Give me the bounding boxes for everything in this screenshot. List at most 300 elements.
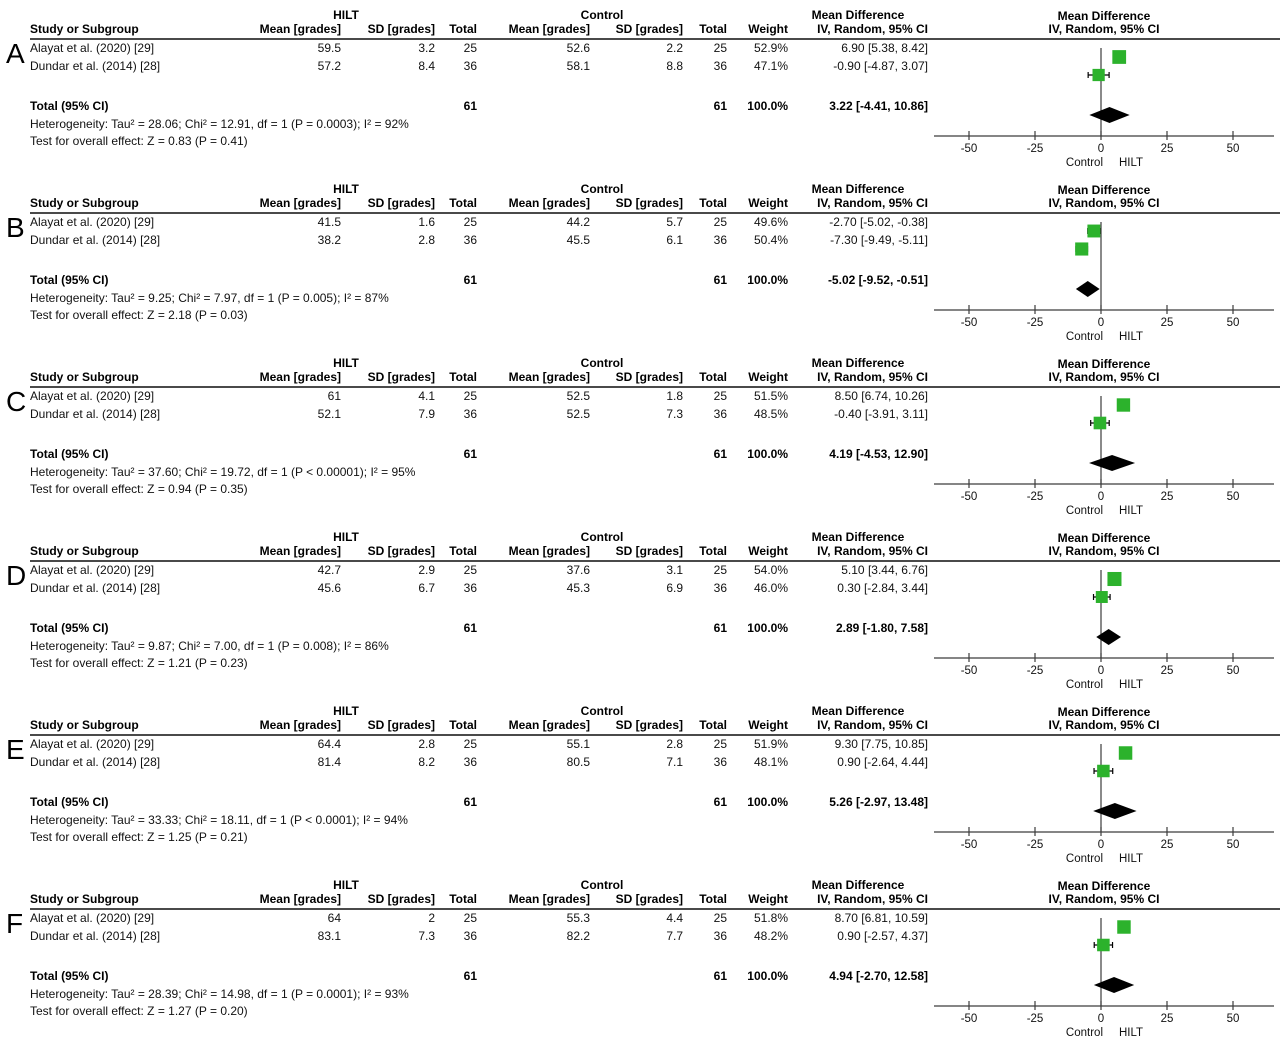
col-header-weight: Weight — [727, 371, 788, 388]
panel-label: B — [6, 212, 25, 243]
col-header-control-total: Total — [683, 893, 727, 910]
group-header-control: Control — [580, 181, 624, 196]
col-header-hilt-mean: Mean [grades] — [215, 893, 341, 910]
study-marker-square — [1117, 398, 1130, 411]
col-header-control-total: Total — [683, 719, 727, 736]
plot-header-title: Mean Difference — [1057, 182, 1151, 197]
hilt-mean: 61 — [327, 389, 341, 404]
weight-value: 47.1% — [753, 59, 788, 74]
study-name: Dundar et al. (2014) [28] — [30, 407, 161, 422]
forest-panel — [0, 350, 1280, 524]
col-header-study: Study or Subgroup — [30, 545, 215, 562]
control-total: 36 — [713, 233, 727, 248]
hilt-sd: 6.7 — [418, 581, 435, 596]
axis-label-hilt: HILT — [1119, 853, 1144, 865]
group-header-control: Control — [580, 703, 624, 718]
x-axis-tick-label: 50 — [1226, 665, 1240, 677]
x-axis-tick-label: -25 — [1026, 839, 1044, 851]
control-mean: 45.5 — [566, 233, 590, 248]
x-axis-tick-label: 25 — [1160, 1013, 1174, 1025]
hilt-mean: 38.2 — [317, 233, 341, 248]
control-total: 36 — [713, 581, 727, 596]
col-header-hilt-sd: SD [grades] — [341, 545, 435, 562]
control-sd: 2.2 — [666, 41, 683, 56]
total-control-n: 61 — [713, 447, 727, 462]
axis-label-hilt: HILT — [1119, 1027, 1144, 1039]
col-header-study: Study or Subgroup — [30, 23, 215, 40]
col-header-control-total: Total — [683, 23, 727, 40]
study-marker-square — [1107, 572, 1121, 586]
group-header-control: Control — [580, 7, 624, 22]
control-sd: 7.3 — [666, 407, 683, 422]
total-weight: 100.0% — [747, 99, 788, 114]
col-header-control-sd: SD [grades] — [590, 23, 683, 40]
overall-effect-line: Test for overall effect: Z = 1.25 (P = 0.21) — [30, 829, 248, 844]
col-header-control-sd: SD [grades] — [590, 197, 683, 214]
total-control-n: 61 — [713, 621, 727, 636]
hilt-mean: 64 — [327, 911, 341, 926]
pooled-estimate-diamond — [1089, 455, 1135, 471]
hilt-total: 25 — [463, 389, 477, 404]
col-header-weight: Weight — [727, 545, 788, 562]
total-label: Total (95% CI) — [30, 795, 109, 810]
control-sd: 6.9 — [666, 581, 683, 596]
total-control-n: 61 — [713, 969, 727, 984]
group-header-control: Control — [580, 355, 624, 370]
md-ci-value: -2.70 [-5.02, -0.38] — [829, 215, 928, 230]
col-header-md-model: IV, Random, 95% CI — [788, 893, 928, 910]
x-axis-tick-label: 50 — [1226, 317, 1240, 329]
group-header-hilt: HILT — [333, 529, 359, 544]
forest-plot-graph — [928, 396, 1280, 522]
heterogeneity-line: Heterogeneity: Tau² = 9.25; Chi² = 7.97, df = 1 (P = 0.005); I² = 87% — [30, 290, 389, 305]
md-ci-value: 6.90 [5.38, 8.42] — [841, 41, 928, 56]
axis-label-control: Control — [1065, 157, 1103, 169]
col-header-hilt-total: Total — [435, 893, 477, 910]
control-mean: 52.6 — [566, 41, 590, 56]
plot-header-title: Mean Difference — [1057, 878, 1151, 893]
md-ci-value: 8.70 [6.81, 10.59] — [834, 911, 928, 926]
plot-header-title: Mean Difference — [1057, 356, 1151, 371]
pooled-estimate-diamond — [1089, 107, 1129, 123]
col-header-hilt-total: Total — [435, 371, 477, 388]
axis-label-control: Control — [1065, 853, 1103, 865]
axis-label-hilt: HILT — [1119, 157, 1144, 169]
col-header-hilt-mean: Mean [grades] — [215, 23, 341, 40]
group-header-mean-difference: Mean Difference — [811, 877, 905, 892]
study-name: Dundar et al. (2014) [28] — [30, 581, 161, 596]
study-marker-square — [1097, 765, 1110, 778]
col-header-md-model: IV, Random, 95% CI — [788, 371, 928, 388]
control-sd: 7.1 — [666, 755, 683, 770]
hilt-mean: 57.2 — [317, 59, 341, 74]
control-total: 25 — [713, 737, 727, 752]
col-header-control-sd: SD [grades] — [590, 719, 683, 736]
plot-header-title: Mean Difference — [1057, 704, 1151, 719]
x-axis-tick-label: -25 — [1026, 665, 1044, 677]
hilt-mean: 64.4 — [317, 737, 341, 752]
study-name: Alayat et al. (2020) [29] — [30, 41, 155, 56]
x-axis-tick-label: 50 — [1226, 491, 1240, 503]
hilt-total: 36 — [463, 581, 477, 596]
col-header-hilt-mean: Mean [grades] — [215, 197, 341, 214]
pooled-estimate-diamond — [1093, 803, 1136, 819]
group-header-control: Control — [580, 529, 624, 544]
control-sd: 6.1 — [666, 233, 683, 248]
overall-effect-line: Test for overall effect: Z = 0.83 (P = 0.41) — [30, 133, 248, 148]
axis-label-control: Control — [1065, 331, 1103, 343]
total-hilt-n: 61 — [463, 969, 477, 984]
x-axis-tick-label: -25 — [1026, 143, 1044, 155]
control-sd: 5.7 — [666, 215, 683, 230]
x-axis-tick-label: 0 — [1097, 839, 1105, 851]
hilt-mean: 41.5 — [317, 215, 341, 230]
total-hilt-n: 61 — [463, 447, 477, 462]
md-ci-value: -0.90 [-4.87, 3.07] — [833, 59, 928, 74]
forest-plot-graph — [928, 744, 1280, 870]
x-axis-tick-label: 25 — [1160, 317, 1174, 329]
hilt-total: 25 — [463, 41, 477, 56]
col-header-md-model: IV, Random, 95% CI — [788, 197, 928, 214]
weight-value: 46.0% — [753, 581, 788, 596]
total-control-n: 61 — [713, 273, 727, 288]
x-axis-tick-label: -50 — [960, 317, 978, 329]
group-header-hilt: HILT — [333, 7, 359, 22]
md-ci-value: 0.30 [-2.84, 3.44] — [837, 581, 928, 596]
forest-plot-graph — [928, 48, 1280, 174]
plot-header-model: IV, Random, 95% CI — [1048, 369, 1160, 384]
col-header-weight: Weight — [727, 893, 788, 910]
group-header-mean-difference: Mean Difference — [811, 529, 905, 544]
hilt-total: 36 — [463, 407, 477, 422]
md-ci-value: 8.50 [6.74, 10.26] — [834, 389, 928, 404]
total-control-n: 61 — [713, 795, 727, 810]
md-ci-value: 0.90 [-2.64, 4.44] — [837, 755, 928, 770]
md-ci-value: -7.30 [-9.49, -5.11] — [830, 233, 928, 248]
col-header-hilt-total: Total — [435, 23, 477, 40]
col-header-hilt-mean: Mean [grades] — [215, 545, 341, 562]
weight-value: 52.9% — [753, 41, 788, 56]
control-total: 25 — [713, 215, 727, 230]
header-rule-plot — [928, 384, 1280, 388]
hilt-mean: 52.1 — [317, 407, 341, 422]
axis-label-control: Control — [1065, 505, 1103, 517]
hilt-mean: 83.1 — [317, 929, 341, 944]
x-axis-tick-label: 50 — [1226, 143, 1240, 155]
total-hilt-n: 61 — [463, 99, 477, 114]
x-axis-tick-label: 0 — [1097, 1013, 1105, 1025]
forest-panel — [0, 698, 1280, 872]
control-total: 25 — [713, 911, 727, 926]
control-mean: 45.3 — [566, 581, 590, 596]
total-md-ci: 4.19 [-4.53, 12.90] — [829, 447, 928, 462]
hilt-total: 36 — [463, 929, 477, 944]
control-sd: 2.8 — [666, 737, 683, 752]
panel-label: A — [6, 38, 25, 69]
axis-label-hilt: HILT — [1119, 331, 1144, 343]
hilt-mean: 81.4 — [317, 755, 341, 770]
control-total: 36 — [713, 755, 727, 770]
col-header-weight: Weight — [727, 23, 788, 40]
group-header-hilt: HILT — [333, 181, 359, 196]
plot-header-title: Mean Difference — [1057, 8, 1151, 23]
x-axis-tick-label: -50 — [960, 143, 978, 155]
control-total: 25 — [713, 563, 727, 578]
control-mean: 82.2 — [566, 929, 590, 944]
x-axis-tick-label: -25 — [1026, 491, 1044, 503]
plot-header-model: IV, Random, 95% CI — [1048, 717, 1160, 732]
control-total: 36 — [713, 407, 727, 422]
col-header-hilt-sd: SD [grades] — [341, 893, 435, 910]
study-name: Dundar et al. (2014) [28] — [30, 233, 161, 248]
total-weight: 100.0% — [747, 969, 788, 984]
hilt-total: 36 — [463, 233, 477, 248]
study-name: Alayat et al. (2020) [29] — [30, 215, 155, 230]
group-header-hilt: HILT — [333, 877, 359, 892]
hilt-sd: 4.1 — [418, 389, 435, 404]
control-total: 36 — [713, 929, 727, 944]
col-header-control-sd: SD [grades] — [590, 893, 683, 910]
x-axis-tick-label: 25 — [1160, 839, 1174, 851]
control-mean: 37.6 — [566, 563, 590, 578]
forest-plot-graph — [928, 570, 1280, 696]
forest-panel — [0, 2, 1280, 176]
header-rule-plot — [928, 558, 1280, 562]
col-header-control-mean: Mean [grades] — [477, 893, 590, 910]
hilt-sd: 2.8 — [418, 737, 435, 752]
x-axis-tick-label: -50 — [960, 491, 978, 503]
total-weight: 100.0% — [747, 621, 788, 636]
pooled-estimate-diamond — [1096, 629, 1121, 645]
x-axis-tick-label: 0 — [1097, 143, 1105, 155]
col-header-study: Study or Subgroup — [30, 893, 215, 910]
x-axis-tick-label: -25 — [1026, 317, 1044, 329]
axis-label-hilt: HILT — [1119, 679, 1144, 691]
weight-value: 51.5% — [753, 389, 788, 404]
control-sd: 4.4 — [666, 911, 683, 926]
total-md-ci: 2.89 [-1.80, 7.58] — [835, 621, 928, 636]
total-md-ci: 5.26 [-2.97, 13.48] — [829, 795, 928, 810]
col-header-md-model: IV, Random, 95% CI — [788, 545, 928, 562]
group-header-mean-difference: Mean Difference — [811, 181, 905, 196]
plot-header-title: Mean Difference — [1057, 530, 1151, 545]
heterogeneity-line: Heterogeneity: Tau² = 37.60; Chi² = 19.72, df = 1 (P < 0.00001); I² = 95% — [30, 464, 416, 479]
plot-header-model: IV, Random, 95% CI — [1048, 21, 1160, 36]
control-total: 25 — [713, 41, 727, 56]
control-mean: 58.1 — [566, 59, 590, 74]
hilt-mean: 59.5 — [317, 41, 341, 56]
col-header-control-total: Total — [683, 197, 727, 214]
hilt-total: 36 — [463, 755, 477, 770]
forest-plot-graph — [928, 918, 1280, 1044]
x-axis-tick-label: 0 — [1097, 317, 1105, 329]
col-header-hilt-sd: SD [grades] — [341, 197, 435, 214]
x-axis-tick-label: 0 — [1097, 665, 1105, 677]
control-sd: 3.1 — [666, 563, 683, 578]
study-name: Alayat et al. (2020) [29] — [30, 737, 155, 752]
control-mean: 55.1 — [566, 737, 590, 752]
heterogeneity-line: Heterogeneity: Tau² = 33.33; Chi² = 18.11, df = 1 (P < 0.0001); I² = 94% — [30, 812, 408, 827]
col-header-control-mean: Mean [grades] — [477, 371, 590, 388]
col-header-control-mean: Mean [grades] — [477, 23, 590, 40]
forest-panel — [0, 176, 1280, 350]
plot-header-model: IV, Random, 95% CI — [1048, 195, 1160, 210]
hilt-sd: 2.9 — [418, 563, 435, 578]
group-header-mean-difference: Mean Difference — [811, 7, 905, 22]
hilt-total: 25 — [463, 215, 477, 230]
plot-header-model: IV, Random, 95% CI — [1048, 543, 1160, 558]
overall-effect-line: Test for overall effect: Z = 2.18 (P = 0.03) — [30, 307, 248, 322]
total-label: Total (95% CI) — [30, 99, 109, 114]
study-marker-square — [1075, 242, 1088, 255]
hilt-sd: 7.9 — [418, 407, 435, 422]
md-ci-value: 9.30 [7.75, 10.85] — [834, 737, 928, 752]
control-sd: 8.8 — [666, 59, 683, 74]
col-header-hilt-sd: SD [grades] — [341, 719, 435, 736]
total-hilt-n: 61 — [463, 795, 477, 810]
hilt-total: 25 — [463, 737, 477, 752]
total-label: Total (95% CI) — [30, 447, 109, 462]
weight-value: 51.9% — [753, 737, 788, 752]
x-axis-tick-label: -50 — [960, 839, 978, 851]
col-header-hilt-sd: SD [grades] — [341, 23, 435, 40]
col-header-hilt-mean: Mean [grades] — [215, 371, 341, 388]
plot-header-model: IV, Random, 95% CI — [1048, 891, 1160, 906]
hilt-sd: 8.2 — [418, 755, 435, 770]
col-header-study: Study or Subgroup — [30, 197, 215, 214]
x-axis-tick-label: 0 — [1097, 491, 1105, 503]
forest-plot-graph — [928, 222, 1280, 348]
study-marker-square — [1112, 50, 1126, 64]
total-hilt-n: 61 — [463, 621, 477, 636]
header-rule-plot — [928, 210, 1280, 214]
col-header-study: Study or Subgroup — [30, 719, 215, 736]
md-ci-value: 0.90 [-2.57, 4.37] — [837, 929, 928, 944]
col-header-md-model: IV, Random, 95% CI — [788, 719, 928, 736]
control-total: 25 — [713, 389, 727, 404]
study-name: Dundar et al. (2014) [28] — [30, 929, 161, 944]
panel-label: E — [6, 734, 25, 765]
heterogeneity-line: Heterogeneity: Tau² = 28.06; Chi² = 12.91, df = 1 (P = 0.0003); I² = 92% — [30, 116, 409, 131]
weight-value: 49.6% — [753, 215, 788, 230]
forest-panel — [0, 872, 1280, 1046]
col-header-control-sd: SD [grades] — [590, 371, 683, 388]
col-header-control-sd: SD [grades] — [590, 545, 683, 562]
total-md-ci: 3.22 [-4.41, 10.86] — [829, 99, 928, 114]
x-axis-tick-label: -50 — [960, 1013, 978, 1025]
x-axis-tick-label: 50 — [1226, 1013, 1240, 1025]
forest-panel — [0, 524, 1280, 698]
weight-value: 54.0% — [753, 563, 788, 578]
total-hilt-n: 61 — [463, 273, 477, 288]
hilt-sd: 7.3 — [418, 929, 435, 944]
study-marker-square — [1119, 746, 1132, 759]
study-marker-square — [1117, 920, 1130, 933]
total-label: Total (95% CI) — [30, 273, 109, 288]
study-marker-square — [1093, 69, 1105, 81]
hilt-mean: 42.7 — [317, 563, 341, 578]
x-axis-tick-label: 25 — [1160, 143, 1174, 155]
total-label: Total (95% CI) — [30, 621, 109, 636]
study-marker-square — [1097, 939, 1110, 952]
axis-label-control: Control — [1065, 679, 1103, 691]
heterogeneity-line: Heterogeneity: Tau² = 28.39; Chi² = 14.98, df = 1 (P = 0.0001); I² = 93% — [30, 986, 409, 1001]
hilt-sd: 2.8 — [418, 233, 435, 248]
col-header-control-mean: Mean [grades] — [477, 545, 590, 562]
col-header-hilt-total: Total — [435, 545, 477, 562]
total-label: Total (95% CI) — [30, 969, 109, 984]
hilt-sd: 8.4 — [418, 59, 435, 74]
x-axis-tick-label: 25 — [1160, 665, 1174, 677]
col-header-hilt-total: Total — [435, 719, 477, 736]
study-name: Alayat et al. (2020) [29] — [30, 911, 155, 926]
total-weight: 100.0% — [747, 795, 788, 810]
hilt-sd: 1.6 — [418, 215, 435, 230]
overall-effect-line: Test for overall effect: Z = 1.27 (P = 0.20) — [30, 1003, 248, 1018]
heterogeneity-line: Heterogeneity: Tau² = 9.87; Chi² = 7.00, df = 1 (P = 0.008); I² = 86% — [30, 638, 389, 653]
x-axis-tick-label: -50 — [960, 665, 978, 677]
group-header-mean-difference: Mean Difference — [811, 703, 905, 718]
group-header-control: Control — [580, 877, 624, 892]
control-mean: 80.5 — [566, 755, 590, 770]
x-axis-tick-label: -25 — [1026, 1013, 1044, 1025]
overall-effect-line: Test for overall effect: Z = 0.94 (P = 0.35) — [30, 481, 248, 496]
study-marker-square — [1087, 225, 1100, 238]
header-rule-plot — [928, 36, 1280, 40]
panel-label: F — [6, 908, 24, 939]
md-ci-value: -0.40 [-3.91, 3.11] — [834, 407, 928, 422]
weight-value: 50.4% — [753, 233, 788, 248]
control-mean: 55.3 — [566, 911, 590, 926]
group-header-hilt: HILT — [333, 355, 359, 370]
control-sd: 7.7 — [666, 929, 683, 944]
col-header-study: Study or Subgroup — [30, 371, 215, 388]
control-sd: 1.8 — [666, 389, 683, 404]
study-name: Dundar et al. (2014) [28] — [30, 755, 161, 770]
study-name: Alayat et al. (2020) [29] — [30, 563, 155, 578]
col-header-hilt-total: Total — [435, 197, 477, 214]
panel-label: C — [6, 386, 27, 417]
total-md-ci: -5.02 [-9.52, -0.51] — [827, 273, 928, 288]
hilt-sd: 2 — [428, 911, 435, 926]
axis-label-control: Control — [1065, 1027, 1103, 1039]
weight-value: 48.5% — [753, 407, 788, 422]
control-mean: 52.5 — [566, 389, 590, 404]
x-axis-tick-label: 25 — [1160, 491, 1174, 503]
overall-effect-line: Test for overall effect: Z = 1.21 (P = 0.23) — [30, 655, 248, 670]
hilt-total: 25 — [463, 563, 477, 578]
header-rule-plot — [928, 906, 1280, 910]
hilt-sd: 3.2 — [418, 41, 435, 56]
weight-value: 51.8% — [753, 911, 788, 926]
md-ci-value: 5.10 [3.44, 6.76] — [841, 563, 928, 578]
col-header-hilt-sd: SD [grades] — [341, 371, 435, 388]
control-mean: 44.2 — [566, 215, 590, 230]
pooled-estimate-diamond — [1094, 977, 1134, 993]
control-total: 36 — [713, 59, 727, 74]
total-weight: 100.0% — [747, 447, 788, 462]
group-header-mean-difference: Mean Difference — [811, 355, 905, 370]
control-mean: 52.5 — [566, 407, 590, 422]
col-header-control-mean: Mean [grades] — [477, 197, 590, 214]
header-rule-plot — [928, 732, 1280, 736]
col-header-weight: Weight — [727, 719, 788, 736]
col-header-control-total: Total — [683, 545, 727, 562]
panel-label: D — [6, 560, 27, 591]
axis-label-hilt: HILT — [1119, 505, 1144, 517]
pooled-estimate-diamond — [1076, 281, 1100, 297]
study-name: Dundar et al. (2014) [28] — [30, 59, 161, 74]
